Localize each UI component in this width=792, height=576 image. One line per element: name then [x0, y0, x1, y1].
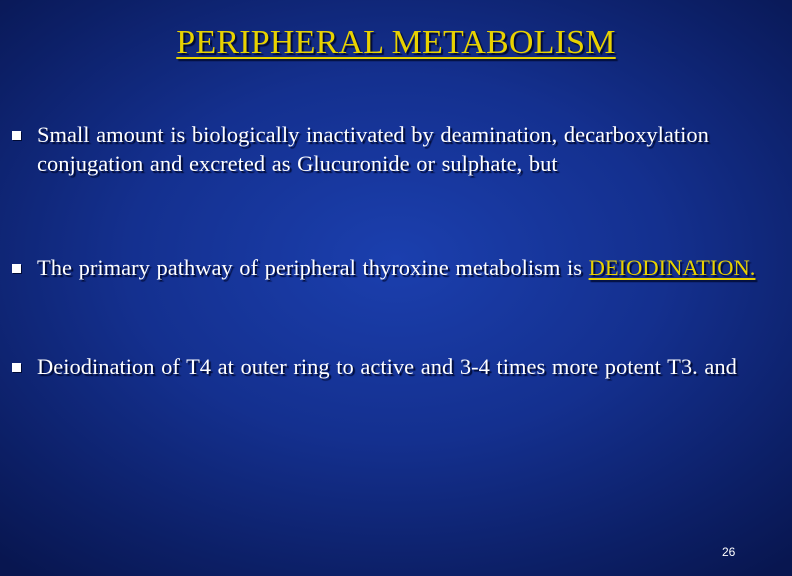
bullet-3-text: Deiodination of T4 at outer ring to active and 3-4 times more potent T3. and	[37, 354, 737, 379]
square-bullet-icon	[12, 363, 21, 372]
bullet-item-3	[12, 352, 792, 381]
bullet-item-1	[12, 120, 792, 178]
slide-title: PERIPHERAL METABOLISM	[176, 24, 616, 61]
highlighted-term: DEIODINATION.	[588, 255, 756, 280]
page-number: 26	[722, 545, 736, 559]
bullet-1-text: Small amount is biologically inactivated by deamination, decarboxylation conjugation and excreted as Glucuronide or sulphate, but	[37, 122, 709, 176]
bullet-2-text: The primary pathway of peripheral thyroxine metabolism is	[37, 255, 589, 280]
bullet-item-2	[12, 253, 792, 282]
square-bullet-icon	[12, 131, 21, 140]
square-bullet-icon	[12, 264, 21, 273]
